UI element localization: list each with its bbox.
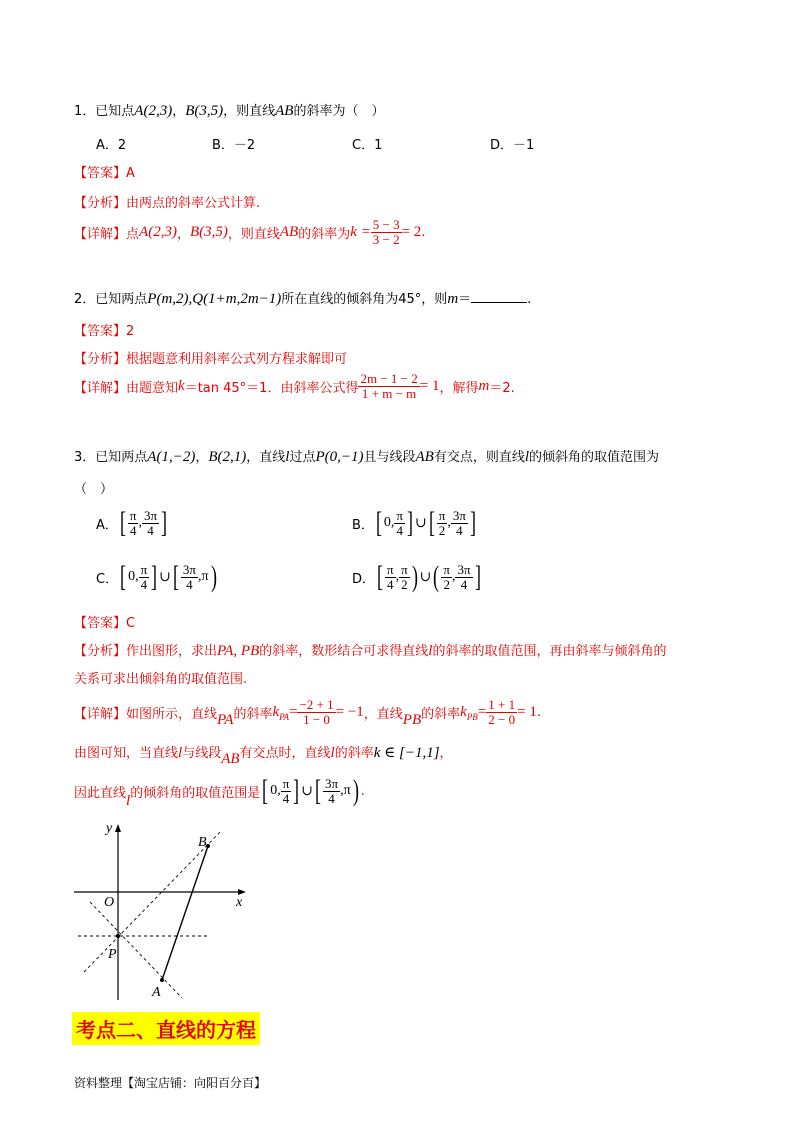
label-p: P <box>108 947 117 962</box>
segment-ab <box>162 846 208 980</box>
q3-final-interval: [ 0, $\frac{\pi}{4}$ ] ∪ [ $\frac{3\pi}{4}$ , π ) <box>262 774 359 807</box>
point-p <box>116 934 120 938</box>
q2-stem: 2．已知两点P(m,2),Q(1+m,2m−1)所在直线的倾斜角为45°，则m＝ . <box>74 291 532 307</box>
q2-detail: 【详解】 由题意知 k ＝tan 45°＝1．由斜率公式得 $\frac{2m - 1 - 2}{1 + m - m}$ = 1 ，解得 m ＝2. <box>74 371 515 401</box>
section-heading: 考点二、直线的方程 <box>72 1012 260 1045</box>
q3-detail-line1: 【详解】 如图所示，直线 PA 的斜率 k PA = $\frac{-2 + 1}{1 - 0}$ = −1 ，直线 PB 的斜率 k PB = $\frac{1 + 1}{2 - 0}$ = 1 . <box>74 697 541 728</box>
q3-analysis-line2: 关系可求出倾斜角的取值范围. <box>74 672 248 687</box>
q1-detail: 【详解】 点 A(2,3) ， B(3,5) ，则直线 AB 的斜率为 k = $\frac{5 - 3}{3 - 2}$ = 2 . <box>74 217 426 247</box>
footer-note: 资料整理【淘宝店铺：向阳百分百】 <box>74 1076 267 1090</box>
q1-fraction: $\frac{5 - 3}{3 - 2}$ <box>372 217 400 247</box>
q2-answer: 【答案】2 <box>74 324 135 339</box>
q3-option-a[interactable]: A． [ $\frac{\pi}{4}$ , $\frac{3\pi}{4}$ ] <box>96 506 168 539</box>
q1-answer: 【答案】A <box>74 166 135 181</box>
point-b <box>206 844 210 848</box>
interval-c: [ 0, $\frac{\pi}{4}$ ] ∪ [ $\frac{3\pi}{4}$ , π ) <box>120 560 217 593</box>
q3-option-d[interactable]: D． [ $\frac{\pi}{4}$ , $\frac{\pi}{2}$ ) ∪ ( $\frac{\pi}{2}$ , $\frac{3\pi}{4}$ ] <box>352 560 481 593</box>
q3-stem-line1: 3．已知两点A(1,−2)，B(2,1)，直线l过点P(0,−1)且与线段AB有交点，则直线l的倾斜角的取值范围为 <box>74 449 660 465</box>
point-a <box>160 978 164 982</box>
q2-analysis: 【分析】根据题意利用斜率公式列方程求解即可 <box>74 352 348 367</box>
q3-answer: 【答案】C <box>74 616 136 631</box>
coordinate-figure <box>70 820 260 1010</box>
label-a: A <box>152 985 161 1000</box>
interval-a: [ $\frac{\pi}{4}$ , $\frac{3\pi}{4}$ ] <box>119 506 168 539</box>
q3-analysis-line1: 【分析】作出图形，求出PA, PB的斜率，数形结合可求得直线l的斜率的取值范围，再由斜率与倾斜角的 <box>74 643 667 659</box>
interval-b: [ 0, $\frac{\pi}{4}$ ] ∪ [ $\frac{\pi}{2}$ , $\frac{3\pi}{4}$ ] <box>375 506 476 539</box>
q3-stem-line2: （ ） <box>74 482 114 497</box>
label-o: O <box>104 895 115 910</box>
q1-analysis: 【分析】由两点的斜率公式计算. <box>74 196 261 211</box>
line-pa-dashed <box>90 902 182 998</box>
y-axis-arrow <box>115 824 121 832</box>
label-b: B <box>198 835 207 850</box>
q3-detail-line3: 因此直线 l 的倾斜角的取值范围是 [ 0, $\frac{\pi}{4}$ ] ∪ [ $\frac{3\pi}{4}$ , π ) . <box>74 774 365 809</box>
q3-detail-line2: 由图可知，当直线l与线段AB有交点时，直线l的斜率k ∈ [−1,1]， <box>74 745 453 767</box>
q3-option-c[interactable]: C． [ 0, $\frac{\pi}{4}$ ] ∪ [ $\frac{3\pi}{4}$ , π ) <box>96 560 217 593</box>
q1-option-c[interactable]: C．1 <box>352 138 383 153</box>
q1-stem: 1．已知点A(2,3)，B(3,5)，则直线AB的斜率为（ ） <box>74 103 385 119</box>
q2-blank[interactable] <box>471 290 527 303</box>
q1-option-d[interactable]: D．－1 <box>490 138 535 153</box>
q2-fraction: $\frac{2m - 1 - 2}{1 + m - m}$ <box>360 371 418 401</box>
q1-option-a[interactable]: A．2 <box>96 138 127 153</box>
q1-option-b[interactable]: B．－2 <box>212 138 256 153</box>
label-y: y <box>106 821 113 836</box>
q3-option-b[interactable]: B． [ 0, $\frac{\pi}{4}$ ] ∪ [ $\frac{\pi}{2}$ , $\frac{3\pi}{4}$ ] <box>352 506 476 539</box>
interval-d: [ $\frac{\pi}{4}$ , $\frac{\pi}{2}$ ) ∪ ( $\frac{\pi}{2}$ , $\frac{3\pi}{4}$ ] <box>377 560 481 593</box>
label-x: x <box>236 895 243 910</box>
